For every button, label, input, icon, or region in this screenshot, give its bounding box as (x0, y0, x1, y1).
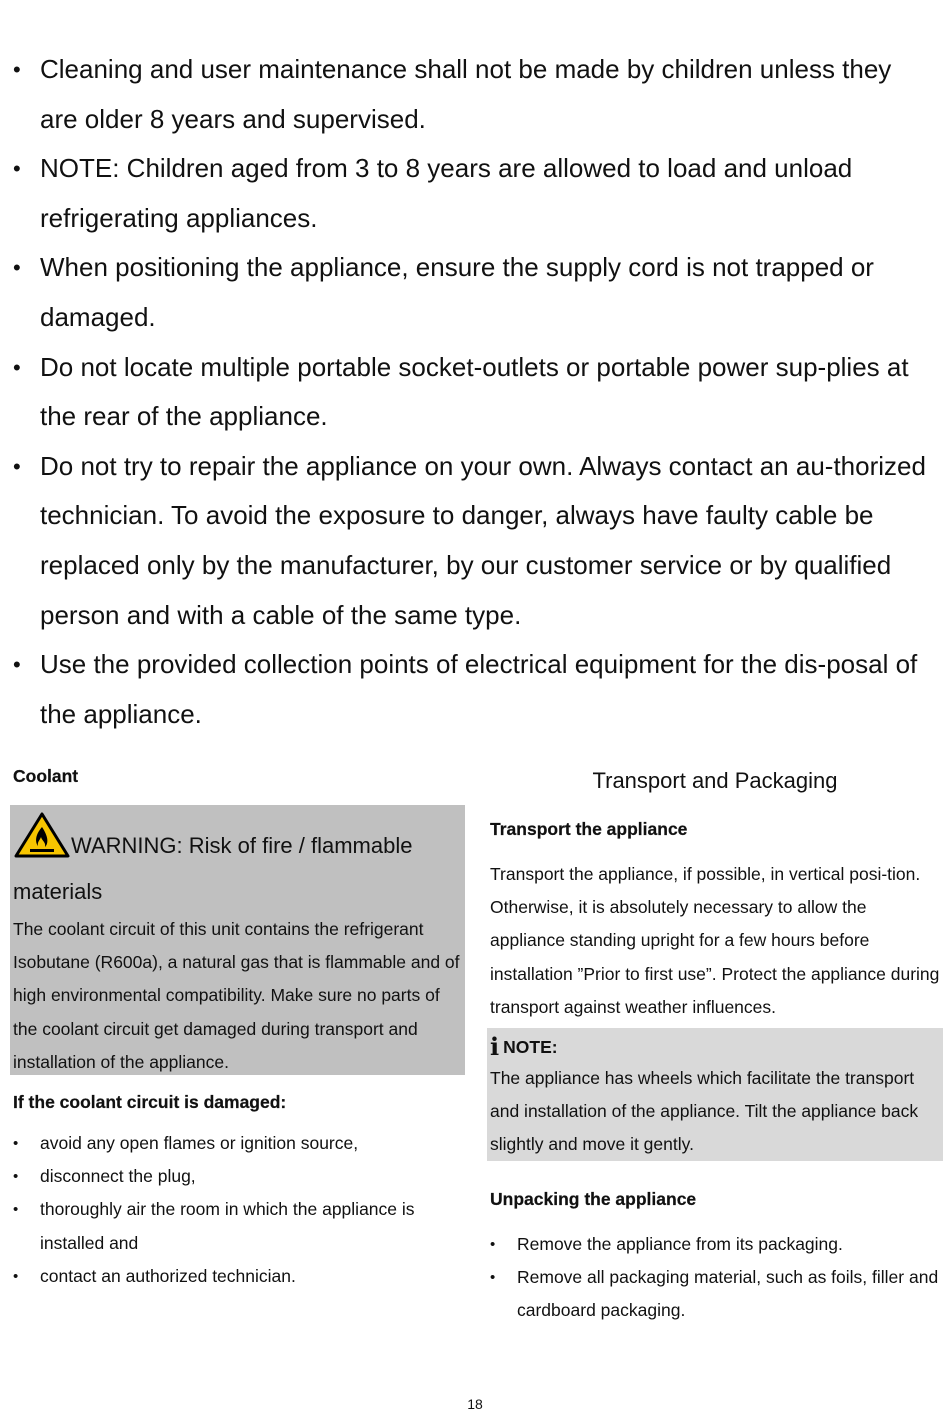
note-box (487, 1028, 943, 1161)
safety-bullet-text: Cleaning and user maintenance shall not be made by children unless they are older 8 years and supervised. (40, 54, 892, 134)
fire-warning-icon (13, 811, 71, 872)
list-item-text: contact an authorized technician. (40, 1265, 296, 1286)
warning-text: The coolant circuit of this unit contains the refrigerant Isobutane (R600a), a natural gas that is flammable and of high environmental compatibility. Make sure no parts of the coolant circuit get damaged during transport and installation of the appliance. (13, 919, 460, 1072)
bullet-icon: • (13, 57, 21, 82)
bullet-icon: • (13, 255, 21, 281)
safety-bullet-item (0, 243, 950, 342)
list-item (13, 1127, 463, 1160)
unpack-heading: Unpacking the appliance (490, 1189, 697, 1209)
transport-subheading: Transport the appliance (490, 819, 688, 839)
info-icon: i (490, 1032, 500, 1061)
list-item (13, 1193, 463, 1259)
safety-bullet-item (0, 343, 950, 442)
safety-bullet-text: NOTE: Children aged from 3 to 8 years are allowed to load and unload refrigerating appliances. (40, 153, 853, 233)
transport-heading: Transport and Packaging (592, 768, 838, 793)
damaged-list (13, 1127, 463, 1293)
bullet-icon: • (13, 453, 21, 479)
list-item-text: disconnect the plug, (40, 1166, 196, 1187)
list-item (490, 1261, 945, 1327)
bullet-icon: • (13, 1135, 19, 1152)
list-item-text: Remove all packaging material, such as foils, filler and cardboard packaging. (517, 1267, 939, 1321)
list-item (490, 1228, 945, 1261)
list-item-text: thoroughly air the room in which the appliance is installed and (40, 1199, 415, 1253)
bullet-icon: • (13, 652, 21, 678)
list-item (13, 1260, 463, 1293)
warning-box (10, 805, 465, 1075)
coolant-heading: Coolant (13, 766, 79, 786)
bullet-icon: • (13, 1201, 19, 1219)
list-item-text: avoid any open flames or ignition source, (40, 1133, 359, 1153)
note-heading (490, 1030, 558, 1064)
safety-bullet-item (0, 45, 950, 144)
transport-text: Transport the appliance, if possible, in vertical posi-tion. Otherwise, it is absolutely necessary to allow the appliance standing upright for a few hours before installation ”Prior to first use”. Protect the appliance during transport against weather influences. (490, 864, 940, 1017)
safety-bullet-item (0, 640, 950, 739)
page-number: 18 (467, 1396, 483, 1412)
warning-title: WARNING: Risk of fire / flammable materials (13, 833, 413, 904)
bullet-icon: • (13, 1267, 19, 1285)
safety-bullet-list (0, 45, 950, 739)
list-item (13, 1160, 463, 1193)
note-text: The appliance has wheels which facilitate the transport and installation of the appliance. Tilt the appliance back slightly and move it gently. (490, 1068, 919, 1155)
bullet-icon: • (490, 1269, 496, 1287)
safety-bullet-item (0, 442, 950, 640)
bullet-icon: • (13, 1168, 19, 1186)
bullet-icon: • (13, 156, 21, 182)
safety-bullet-text: Do not try to repair the appliance on your own. Always contact an au-thorized technician. To avoid the exposure to danger, always have faulty cable be replaced only by the manufacturer, by our customer service or by qualified person and with a cable of the same type. (40, 450, 926, 630)
unpack-list (490, 1228, 945, 1328)
bullet-icon: • (13, 354, 21, 380)
safety-bullet-text: Use the provided collection points of electrical equipment for the dis-posal of the appliance. (40, 649, 918, 729)
damaged-heading: If the coolant circuit is damaged: (13, 1092, 287, 1112)
note-label: NOTE: (503, 1037, 558, 1057)
safety-bullet-text: Do not locate multiple portable socket-outlets or portable power sup-plies at the rear of the appliance. (40, 351, 909, 432)
safety-bullet-item (0, 144, 950, 243)
list-item-text: Remove the appliance from its packaging. (517, 1234, 843, 1254)
warning-heading (13, 805, 463, 912)
bullet-icon: • (490, 1236, 496, 1253)
safety-bullet-text: When positioning the appliance, ensure the supply cord is not trapped or damaged. (40, 252, 874, 332)
